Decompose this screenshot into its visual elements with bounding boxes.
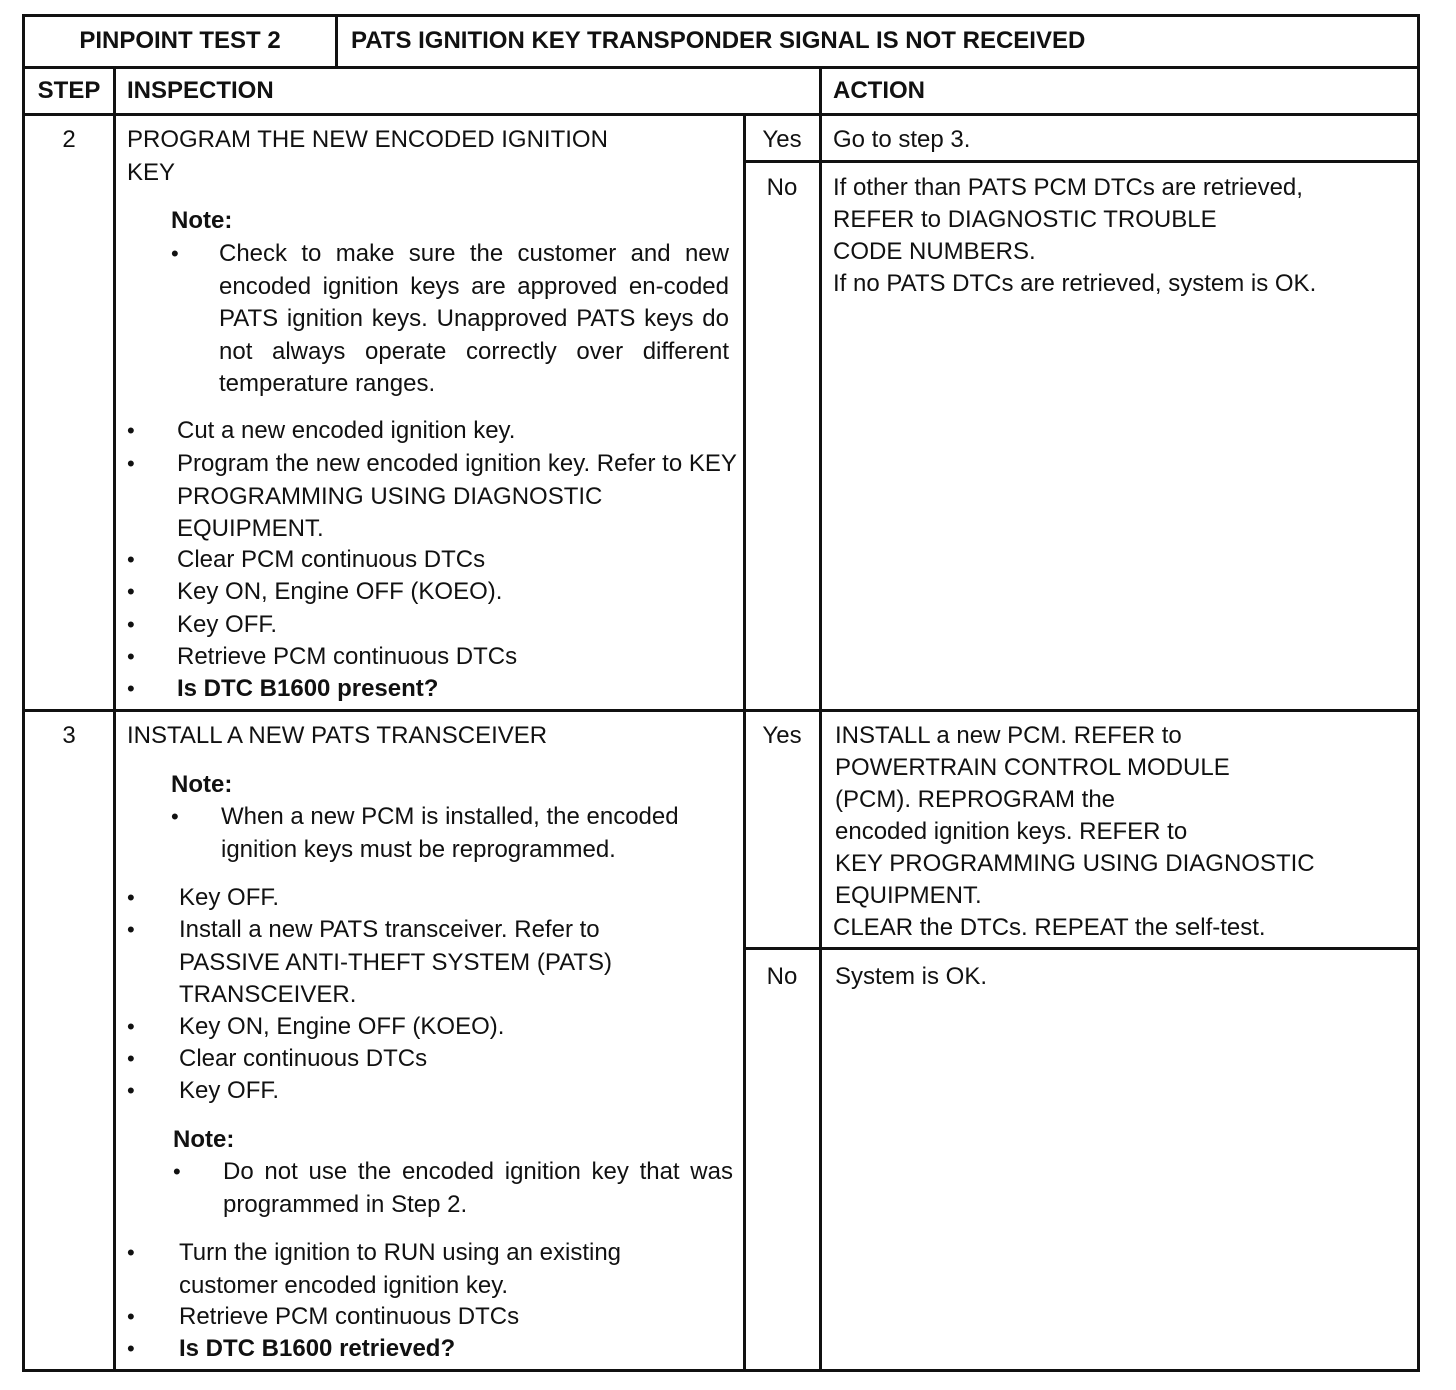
header-divider — [25, 66, 1417, 69]
bullet-icon: • — [171, 804, 179, 829]
step-col-divider — [113, 66, 116, 1372]
yes-action: EQUIPMENT. — [835, 882, 982, 909]
bullet-icon: • — [127, 676, 135, 701]
bullet-icon: • — [127, 1078, 135, 1103]
step3-yes-divider — [743, 947, 1417, 950]
inspection-bullet: Retrieve PCM continuous DTCs — [177, 643, 518, 670]
inspection-bullet: Retrieve PCM continuous DTCs — [179, 1303, 520, 1330]
inspection-bullet: Turn the ignition to RUN using an existing customer encoded ignition key. — [179, 1239, 622, 1299]
column-header-action: ACTION — [833, 77, 925, 104]
bullet-icon: • — [173, 1159, 181, 1184]
step-divider — [25, 709, 1417, 712]
bullet-icon: • — [127, 1046, 135, 1071]
column-header-divider — [25, 113, 1417, 116]
no-action: REFER to DIAGNOSTIC TROUBLE — [833, 206, 1217, 233]
bullet-icon: • — [127, 579, 135, 604]
note-text: When a new PCM is installed, the encoded ignition keys must be reprogrammed. — [221, 803, 679, 863]
inspection-bullet: Key OFF. — [179, 884, 280, 911]
note-text: Do not use the encoded ignition key that was programmed in Step 2. — [223, 1158, 733, 1218]
bullet-icon: • — [127, 644, 135, 669]
no-action: If no PATS DTCs are retrieved, system is OK. — [833, 270, 1317, 297]
test-title: PATS IGNITION KEY TRANSPONDER SIGNAL IS NOT RECEIVED — [351, 27, 1086, 54]
yes-label: Yes — [762, 126, 802, 153]
inspection-bullet: Clear PCM continuous DTCs — [177, 546, 486, 573]
inspection-bullet: Cut a new encoded ignition key. — [177, 417, 516, 444]
inspection-bullet: Program the new encoded ignition key. Refer to KEY PROGRAMMING USING DIAGNOSTIC EQUIPMENT. — [177, 450, 737, 542]
inspection-bullet: Key OFF. — [177, 611, 278, 638]
column-header-inspection: INSPECTION — [127, 77, 274, 104]
step-title: INSTALL A NEW PATS TRANSCEIVER — [127, 722, 548, 749]
note-label: Note: — [171, 771, 233, 798]
pinpoint-test-table — [22, 14, 1420, 1372]
bullet-icon: • — [127, 418, 135, 443]
column-header-step: STEP — [37, 77, 101, 104]
yes-action: POWERTRAIN CONTROL MODULE — [835, 754, 1230, 781]
inspection-bullet: Install a new PATS transceiver. Refer to PASSIVE ANTI-THEFT SYSTEM (PATS) TRANSCEIVER. — [179, 916, 612, 1008]
no-action: If other than PATS PCM DTCs are retrieved, — [833, 174, 1303, 201]
note-label: Note: — [171, 207, 233, 234]
yes-action: Go to step 3. — [833, 126, 971, 153]
bullet-icon: • — [127, 1336, 135, 1361]
bullet-icon: • — [127, 1014, 135, 1039]
no-label: No — [766, 963, 798, 990]
yes-action: KEY PROGRAMMING USING DIAGNOSTIC — [835, 850, 1315, 877]
step-number: 3 — [62, 722, 76, 749]
yes-action: CLEAR the DTCs. REPEAT the self-test. — [833, 914, 1266, 941]
bullet-icon: • — [127, 612, 135, 637]
inspection-bullet: Key ON, Engine OFF (KOEO). — [177, 578, 503, 605]
bullet-icon: • — [171, 241, 179, 266]
bullet-icon: • — [127, 451, 135, 476]
bullet-icon: • — [127, 917, 135, 942]
test-id: PINPOINT TEST 2 — [79, 27, 281, 54]
bullet-icon: • — [127, 547, 135, 572]
action-col-divider — [819, 66, 822, 1372]
no-action: System is OK. — [835, 963, 988, 990]
step-title-continued: KEY — [127, 159, 176, 186]
step-number: 2 — [62, 126, 76, 153]
yes-label: Yes — [762, 722, 802, 749]
inspection-bullet: Key ON, Engine OFF (KOEO). — [179, 1013, 505, 1040]
note-label: Note: — [173, 1126, 235, 1153]
note-text: Check to make sure the customer and new encoded ignition keys are approved en-coded PATS ignition keys. Unapproved PATS keys do not always operate correctly over different temperature ranges. — [219, 240, 729, 397]
header-col-divider — [335, 17, 338, 67]
no-label: No — [766, 174, 798, 201]
step2-yes-divider — [743, 160, 1417, 163]
yes-action: encoded ignition keys. REFER to — [835, 818, 1188, 845]
inspection-bullet: Key OFF. — [179, 1077, 280, 1104]
inspection-bullet: Clear continuous DTCs — [179, 1045, 428, 1072]
inspection-question: Is DTC B1600 present? — [177, 675, 439, 702]
no-action: CODE NUMBERS. — [833, 238, 1036, 265]
bullet-icon: • — [127, 1304, 135, 1329]
yes-action: (PCM). REPROGRAM the — [835, 786, 1116, 813]
bullet-icon: • — [127, 1240, 135, 1265]
bullet-icon: • — [127, 885, 135, 910]
yes-action: INSTALL a new PCM. REFER to — [835, 722, 1182, 749]
step-title: PROGRAM THE NEW ENCODED IGNITION — [127, 126, 608, 153]
inspection-question: Is DTC B1600 retrieved? — [179, 1335, 456, 1362]
